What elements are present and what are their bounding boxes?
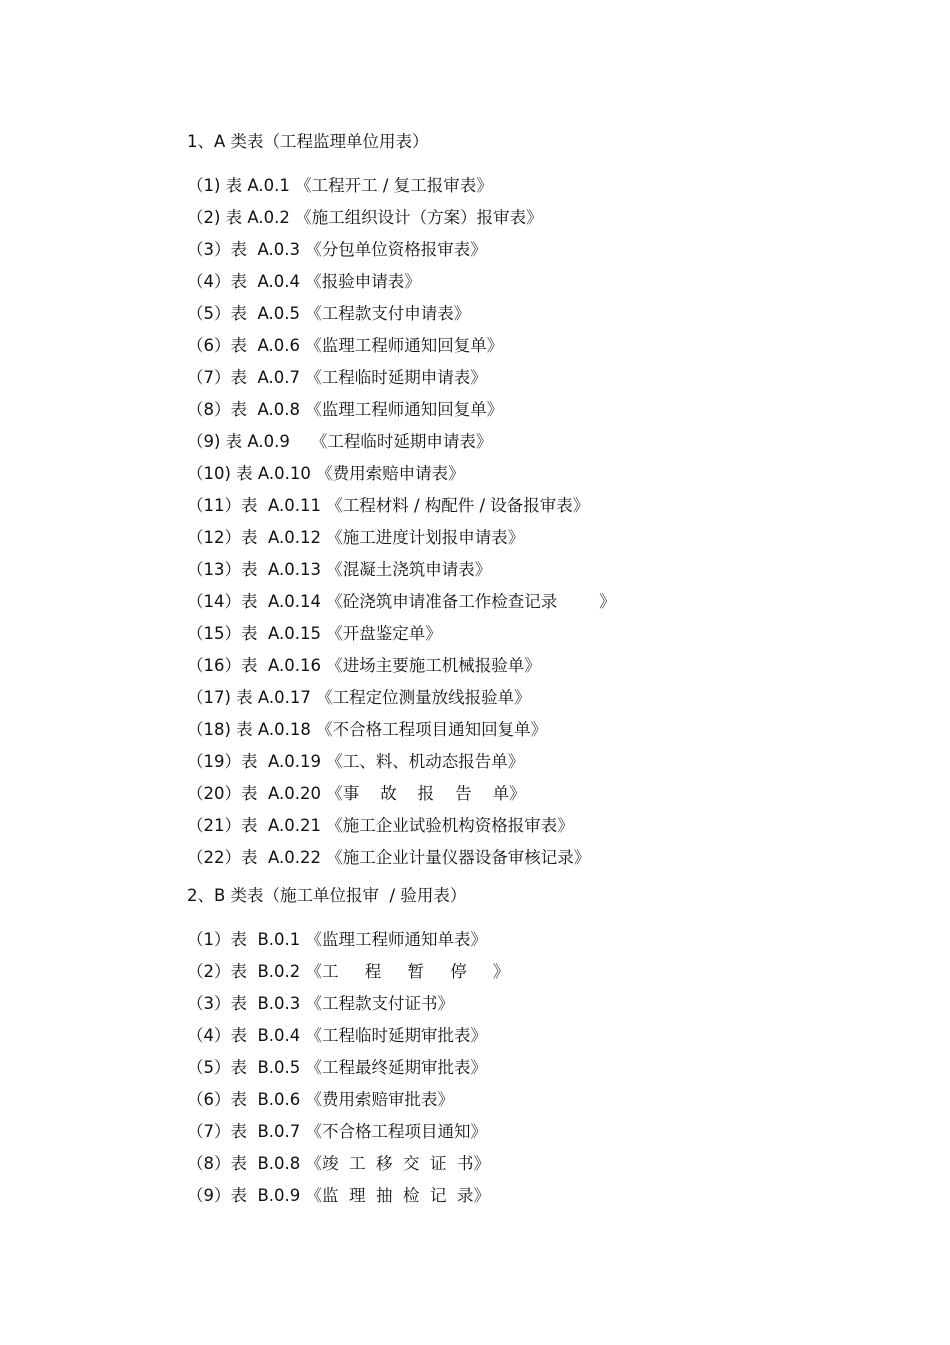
list-item: （6）表 A.0.6 《监理工程师通知回复单》 [187, 336, 504, 355]
list-item: （8）表 B.0.8 《竣 工 移 交 证 书》 [187, 1154, 490, 1173]
list-item: （15）表 A.0.15 《开盘鉴定单》 [187, 624, 442, 643]
list-item: （19）表 A.0.19 《工、料、机动态报告单》 [187, 752, 525, 771]
list-item: （14）表 A.0.14 《砼浇筑申请准备工作检查记录 》 [187, 592, 616, 611]
list-item: （4）表 B.0.4 《工程临时延期审批表》 [187, 1026, 488, 1045]
list-item: （7）表 A.0.7 《工程临时延期申请表》 [187, 368, 487, 387]
list-item: （8）表 A.0.8 《监理工程师通知回复单》 [187, 400, 504, 419]
list-item: （22）表 A.0.22 《施工企业计量仪器设备审核记录》 [187, 848, 591, 867]
list-item: （4）表 A.0.4 《报验申请表》 [187, 272, 421, 291]
list-item: （20）表 A.0.20 《事 故 报 告 单》 [187, 784, 526, 803]
list-item: （2）表 B.0.2 《工 程 暂 停 》 [187, 962, 510, 981]
list-item: （12）表 A.0.12 《施工进度计划报申请表》 [187, 528, 525, 547]
list-item: （13）表 A.0.13 《混凝土浇筑申请表》 [187, 560, 492, 579]
list-item: （10) 表 A.0.10 《费用索赔申请表》 [187, 464, 465, 483]
list-item: （9）表 B.0.9 《监 理 抽 检 记 录》 [187, 1186, 490, 1205]
form-list-b [187, 930, 509, 1218]
list-item: （1）表 B.0.1 《监理工程师通知单表》 [187, 930, 488, 949]
list-item: （7）表 B.0.7 《不合格工程项目通知》 [187, 1122, 488, 1141]
list-item: （3）表 A.0.3 《分包单位资格报审表》 [187, 240, 487, 259]
form-list-a [187, 176, 616, 880]
list-item: （17) 表 A.0.17 《工程定位测量放线报验单》 [187, 688, 531, 707]
list-item: （2) 表 A.0.2 《施工组织设计（方案）报审表》 [187, 208, 543, 227]
list-item: （3）表 B.0.3 《工程款支付证书》 [187, 994, 455, 1013]
list-item: （16）表 A.0.16 《进场主要施工机械报验单》 [187, 656, 541, 675]
list-item: （11）表 A.0.11 《工程材料 / 构配件 / 设备报审表》 [187, 496, 590, 515]
list-item: （5）表 A.0.5 《工程款支付申请表》 [187, 304, 471, 323]
list-item: （21）表 A.0.21 《施工企业试验机构资格报审表》 [187, 816, 574, 835]
section-heading-b: 2、B 类表（施工单位报审 / 验用表） [187, 886, 467, 905]
list-item: （1) 表 A.0.1 《工程开工 / 复工报审表》 [187, 176, 493, 195]
section-heading-a: 1、A 类表（工程监理单位用表） [187, 132, 429, 151]
list-item: （6）表 B.0.6 《费用索赔审批表》 [187, 1090, 455, 1109]
list-item: （5）表 B.0.5 《工程最终延期审批表》 [187, 1058, 488, 1077]
list-item: （18) 表 A.0.18 《不合格工程项目通知回复单》 [187, 720, 548, 739]
list-item: （9) 表 A.0.9 《工程临时延期申请表》 [187, 432, 493, 451]
